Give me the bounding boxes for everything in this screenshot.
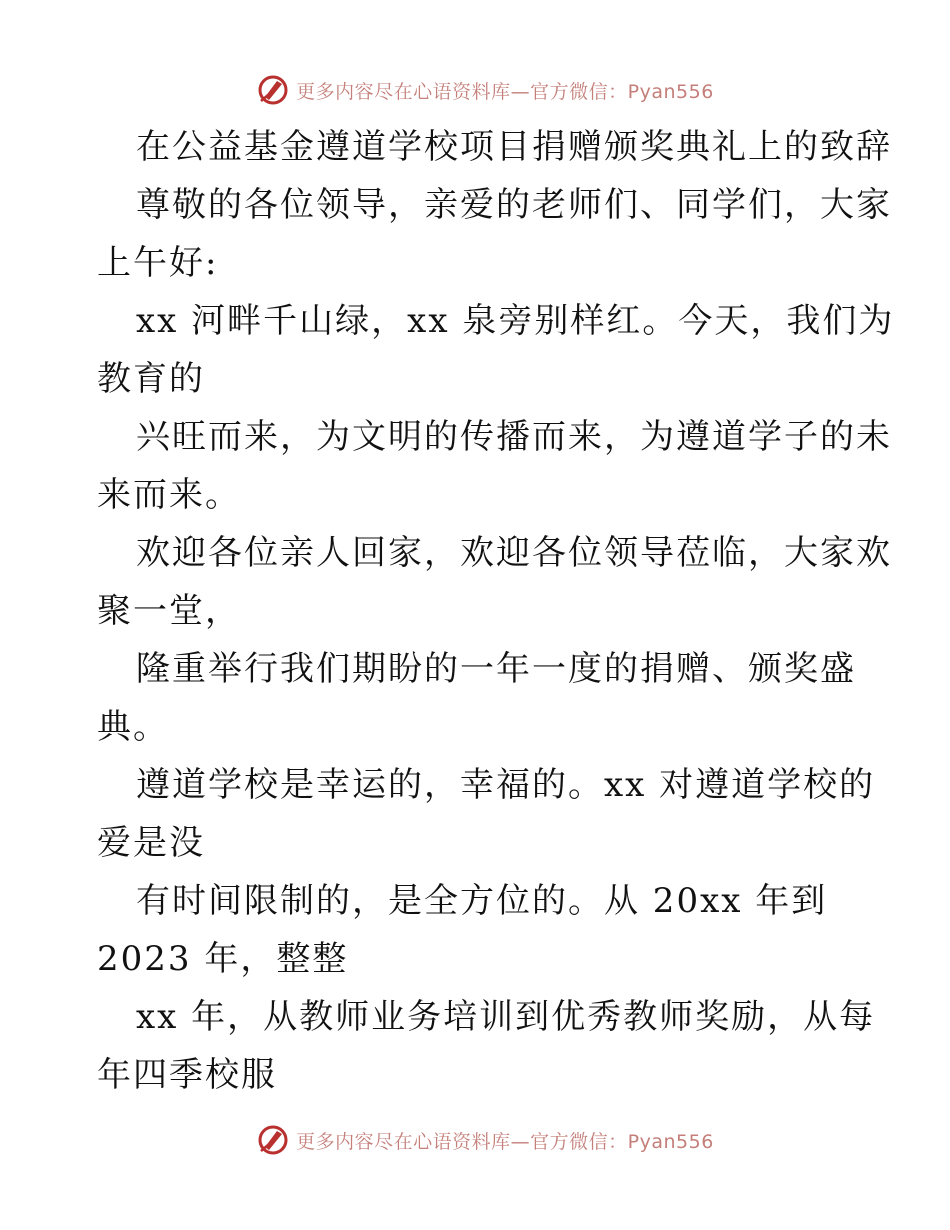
text-line: 隆重举行我们期盼的一年一度的捐赠、颁奖盛 [136, 649, 856, 689]
text-line: 欢迎各位亲人回家，欢迎各位领导莅临，大家欢 [136, 533, 892, 573]
text-line: 教育的 [97, 359, 205, 399]
text-line: 有时间限制的，是全方位的。从 20xx 年到 [136, 881, 828, 921]
document-body [97, 118, 895, 1104]
header-watermark [0, 70, 950, 110]
text-line: 遵道学校是幸运的，幸福的。xx 对遵道学校的 [136, 765, 876, 805]
quill-pen-logo-icon [256, 1123, 290, 1157]
text-line: 聚一堂， [97, 591, 241, 631]
quill-pen-logo-icon [256, 73, 290, 107]
watermark-text: 更多内容尽在心语资料库—官方微信：Pyan556 [296, 80, 714, 103]
text-line: 年四季校服 [97, 1055, 277, 1095]
salutation-continuation: 上午好: [97, 243, 219, 283]
text-line: 来而来。 [97, 475, 241, 515]
text-line: 2023 年，整整 [97, 939, 349, 979]
text-line: xx 河畔千山绿，xx 泉旁别样红。今天，我们为 [136, 301, 895, 341]
text-line: 典。 [97, 707, 169, 747]
document-title: 在公益基金遵道学校项目捐赠颁奖典礼上的致辞 [136, 127, 892, 167]
text-line: 兴旺而来，为文明的传播而来，为遵道学子的未 [136, 417, 892, 457]
watermark-text: 更多内容尽在心语资料库—官方微信：Pyan556 [296, 1130, 714, 1153]
salutation-line: 尊敬的各位领导，亲爱的老师们、同学们，大家 [136, 185, 892, 225]
text-line: 爱是没 [97, 823, 205, 863]
footer-watermark [0, 1120, 950, 1160]
text-line: xx 年，从教师业务培训到优秀教师奖励，从每 [136, 997, 876, 1037]
